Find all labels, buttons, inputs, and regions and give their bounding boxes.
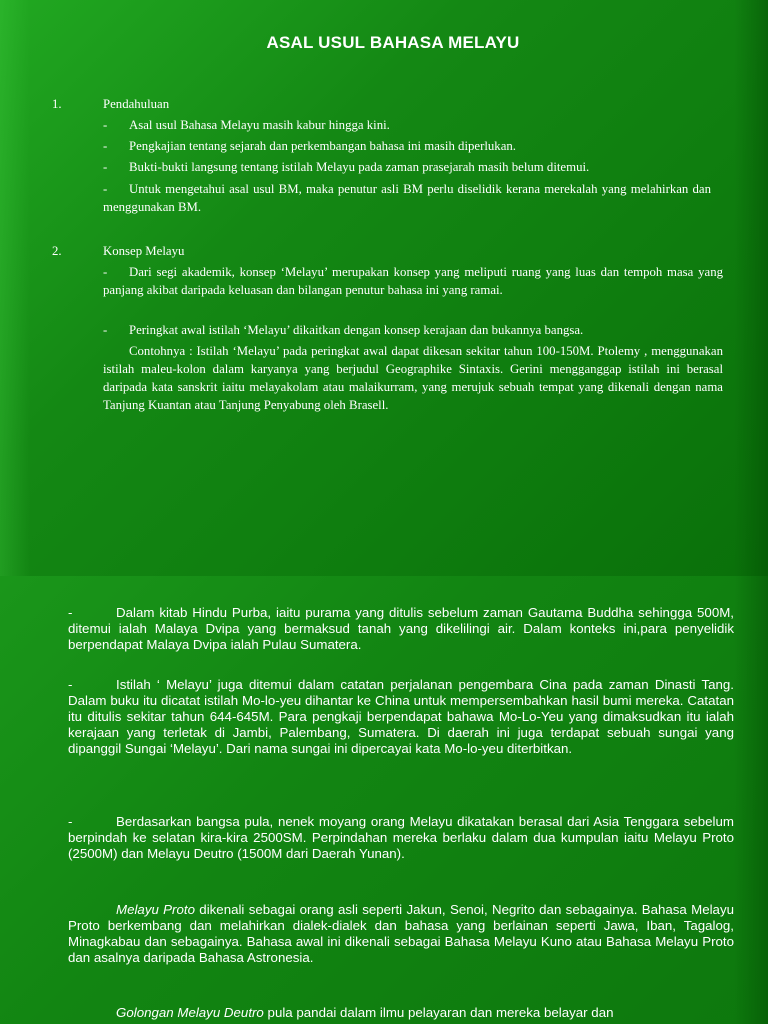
list-item-text: Untuk mengetahui asal usul BM, maka penutur asli BM perlu diselidik kerana merekalah yang melahirkan dan menggunakan BM. <box>103 182 711 214</box>
list-item-text: Bukti-bukti langsung tentang istilah Melayu pada zaman prasejarah masih belum ditemui. <box>129 160 590 174</box>
list-item <box>103 158 733 176</box>
bullet-dash: - <box>103 139 108 153</box>
paragraph-term: Golongan Melayu Deutro <box>116 1005 264 1020</box>
list-item <box>103 180 711 216</box>
list-item <box>103 137 723 155</box>
bullet-dash: - <box>103 118 108 132</box>
paragraph <box>68 1005 734 1021</box>
bullet-dash: - <box>68 814 73 829</box>
example-paragraph: Contohnya : Istilah ‘Melayu’ pada peringkat awal dapat dikesan sekitar tahun 100-150M. Ptolemy , menggunakan istilah maleu-kolon dalam karyanya yang berjudul Geographike Sintaxis. Gerini mengganggap istilah ini berasal daripada kata sanskrit iaitu melayakolam atau malaikurram, yang merujuk sebuah tempat yang dikenali dengan nama Tanjung Kuantan atau Tanjung Penyabung oleh Brasell. <box>103 344 723 412</box>
page-title: ASAL USUL BAHASA MELAYU <box>266 33 520 52</box>
paragraph <box>68 814 734 862</box>
section-number: 1. <box>52 97 62 111</box>
paragraph <box>68 605 734 653</box>
list-item-text: Dari segi akademik, konsep ‘Melayu’ merupakan konsep yang meliputi ruang yang luas dan tempoh masa yang panjang akibat daripada keluasan dan bilangan penutur bahasa ini yang ramai. <box>103 265 723 297</box>
paragraph-text: pula pandai dalam ilmu pelayaran dan mereka belayar dan <box>267 1005 614 1020</box>
slide-edge-shadow <box>734 576 768 1024</box>
paragraph <box>68 902 734 966</box>
bullet-dash: - <box>68 605 73 620</box>
slide-edge-shadow <box>734 0 768 576</box>
list-item <box>103 116 723 134</box>
list-item-text: Asal usul Bahasa Melayu masih kabur hingga kini. <box>129 118 390 132</box>
section-number: 2. <box>52 244 62 258</box>
list-item <box>103 321 733 339</box>
list-item <box>103 263 723 299</box>
section-heading: Konsep Melayu <box>103 244 185 258</box>
bullet-dash: - <box>103 265 108 279</box>
paragraph-term: Melayu Proto <box>116 902 195 917</box>
paragraph-text: Istilah ‘ Melayu’ juga ditemui dalam catatan perjalanan pengembara Cina pada zaman Dinasti Tang. Dalam buku itu dicatat istilah Mo-lo-yeu dihantar ke China untuk mempersembahkan hasil bumi mereka. Catatan itu ditulis sekitar tahun 644-645M. Para pengkaji berpendapat bahawa Mo-Lo-Yeu yang dimaksudkan itu ialah kerajaan yang terletak di Jambi, Palembang, Sumatera. Di daerah ini juga terdapat sebuah sungai yang dipanggil Sungai ‘Melayu’. Dari nama sungai ini dipercayai kata Mo-lo-yeu diterbitkan. <box>68 677 734 756</box>
slide-2 <box>0 576 768 1024</box>
paragraph-text: dikenali sebagai orang asli seperti Jakun, Senoi, Negrito dan sebagainya. Bahasa Melayu Proto berkembang dan melahirkan dialek-dialek dan bahasa yang berlainan seperti Jawa, Iban, Tagalog, Minagkabau dan sebagainya. Bahasa awal ini dikenali sebagai Bahasa Melayu Kuno atau Bahasa Melayu Proto dan asalnya daripada Bahasa Astronesia. <box>68 902 734 965</box>
list-item-text: Peringkat awal istilah ‘Melayu’ dikaitkan dengan konsep kerajaan dan bukannya bangsa. <box>129 323 584 337</box>
bullet-dash: - <box>68 677 73 692</box>
paragraph <box>68 677 734 757</box>
slide-edge-highlight <box>0 0 30 576</box>
bullet-dash: - <box>103 160 108 174</box>
paragraph-text: Berdasarkan bangsa pula, nenek moyang orang Melayu dikatakan berasal dari Asia Tenggara sebelum berpindah ke selatan kira-kira 2500SM. Perpindahan mereka berlaku dalam dua kumpulan iaitu Melayu Proto (2500M) dan Melayu Deutro (1500M dari Daerah Yunan). <box>68 814 734 861</box>
paragraph-text: Dalam kitab Hindu Purba, iaitu purama yang ditulis sebelum zaman Gautama Buddha sehingga 500M, ditemui ialah Malaya Dvipa yang bermaksud tanah yang dikelilingi air. Dalam konteks ini,para penyelidik berpendapat Malaya Dvipa ialah Pulau Sumatera. <box>68 605 734 652</box>
bullet-dash: - <box>103 182 108 196</box>
bullet-dash: - <box>103 323 108 337</box>
section-heading: Pendahuluan <box>103 97 170 111</box>
list-item-text: Pengkajian tentang sejarah dan perkembangan bahasa ini masih diperlukan. <box>129 139 516 153</box>
